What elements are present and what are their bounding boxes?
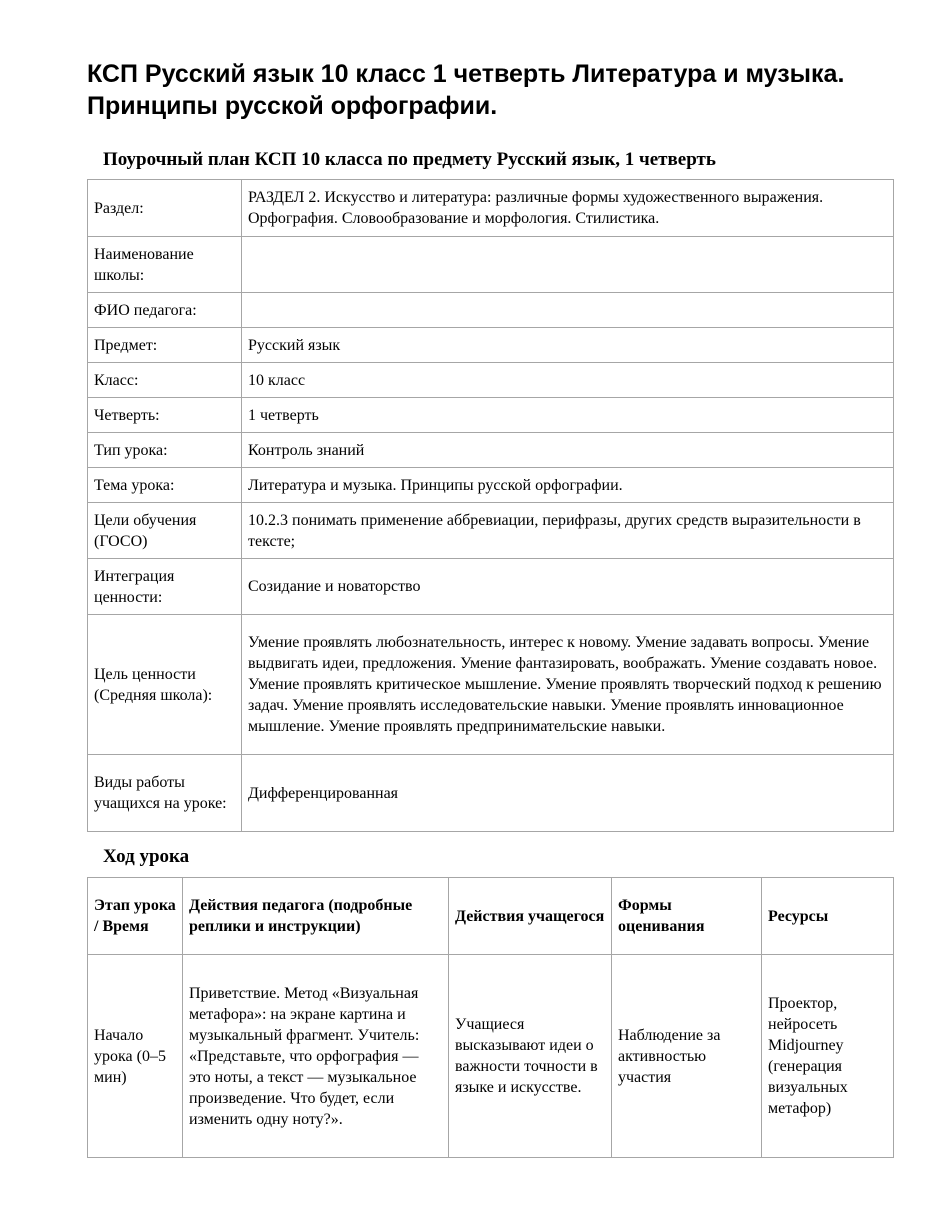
plan-subtitle: Поурочный план КСП 10 класса по предмету Русский язык, 1 четверть	[103, 149, 716, 170]
info-row-section	[88, 180, 894, 237]
lesson-table-header-row	[88, 878, 894, 955]
info-label: Цели обучения (ГОСО)	[88, 503, 242, 559]
info-value: 1 четверть	[242, 398, 894, 433]
info-value: Дифференцированная	[242, 755, 894, 832]
info-value: 10.2.3 понимать применение аббревиации, перифразы, других средств выразительности в тексте;	[242, 503, 894, 559]
cell-teacher-actions: Приветствие. Метод «Визуальная метафора»: на экране картина и музыкальный фрагмент. Учитель: «Представьте, что орфография — это ноты, а текст — музыкальное произведение. Что будет, если изменить одну ноту?».	[183, 955, 449, 1158]
info-row-school	[88, 237, 894, 293]
info-value: Контроль знаний	[242, 433, 894, 468]
info-label: Тип урока:	[88, 433, 242, 468]
document-title: КСП Русский язык 10 класс 1 четверть Литература и музыка. Принципы русской орфографии.	[87, 60, 845, 120]
info-value: Литература и музыка. Принципы русской орфографии.	[242, 468, 894, 503]
info-row-learning-goals	[88, 503, 894, 559]
column-header-resources: Ресурсы	[762, 878, 894, 955]
info-label: Виды работы учащихся на уроке:	[88, 755, 242, 832]
column-header-assessment: Формы оценивания	[612, 878, 762, 955]
column-header-stage: Этап урока / Время	[88, 878, 183, 955]
info-row-subject	[88, 328, 894, 363]
info-row-lesson-type	[88, 433, 894, 468]
info-row-teacher	[88, 293, 894, 328]
cell-resources: Проектор, нейросеть Midjourney (генерация визуальных метафор)	[762, 955, 894, 1158]
cell-student-actions: Учащиеся высказывают идеи о важности точности в языке и искусстве.	[449, 955, 612, 1158]
info-row-quarter	[88, 398, 894, 433]
info-row-value-goal	[88, 615, 894, 755]
info-value: РАЗДЕЛ 2. Искусство и литература: различные формы художественного выражения. Орфография. Словообразование и морфология. Стилистика.	[242, 180, 894, 237]
info-label: Предмет:	[88, 328, 242, 363]
info-row-class	[88, 363, 894, 398]
info-label: Интеграция ценности:	[88, 559, 242, 615]
column-header-teacher-actions: Действия педагога (подробные реплики и инструкции)	[183, 878, 449, 955]
info-row-lesson-topic	[88, 468, 894, 503]
info-label: Наименование школы:	[88, 237, 242, 293]
info-value: Умение проявлять любознательность, интерес к новому. Умение задавать вопросы. Умение выдвигать идеи, предложения. Умение фантазировать, воображать. Умение создавать новое. Умение проявлять критическое мышление. Умение проявлять творческий подход к решению задач. Умение проявлять исследовательские навыки. Умение проявлять инновационное мышление. Умение проявлять предпринимательские навыки.	[242, 615, 894, 755]
info-value: Созидание и новаторство	[242, 559, 894, 615]
lesson-progress-table	[87, 877, 894, 1158]
info-value	[242, 293, 894, 328]
table-row	[88, 955, 894, 1158]
lesson-progress-title: Ход урока	[103, 846, 190, 867]
info-value: 10 класс	[242, 363, 894, 398]
info-label: Тема урока:	[88, 468, 242, 503]
info-value	[242, 237, 894, 293]
cell-stage: Начало урока (0–5 мин)	[88, 955, 183, 1158]
info-label: ФИО педагога:	[88, 293, 242, 328]
lesson-info-table	[87, 179, 894, 832]
info-label: Цель ценности (Средняя школа):	[88, 615, 242, 755]
column-header-student-actions: Действия учащегося	[449, 878, 612, 955]
info-value: Русский язык	[242, 328, 894, 363]
info-row-value-integration	[88, 559, 894, 615]
info-label: Раздел:	[88, 180, 242, 237]
info-label: Четверть:	[88, 398, 242, 433]
cell-assessment: Наблюдение за активностью участия	[612, 955, 762, 1158]
info-row-work-types	[88, 755, 894, 832]
info-label: Класс:	[88, 363, 242, 398]
